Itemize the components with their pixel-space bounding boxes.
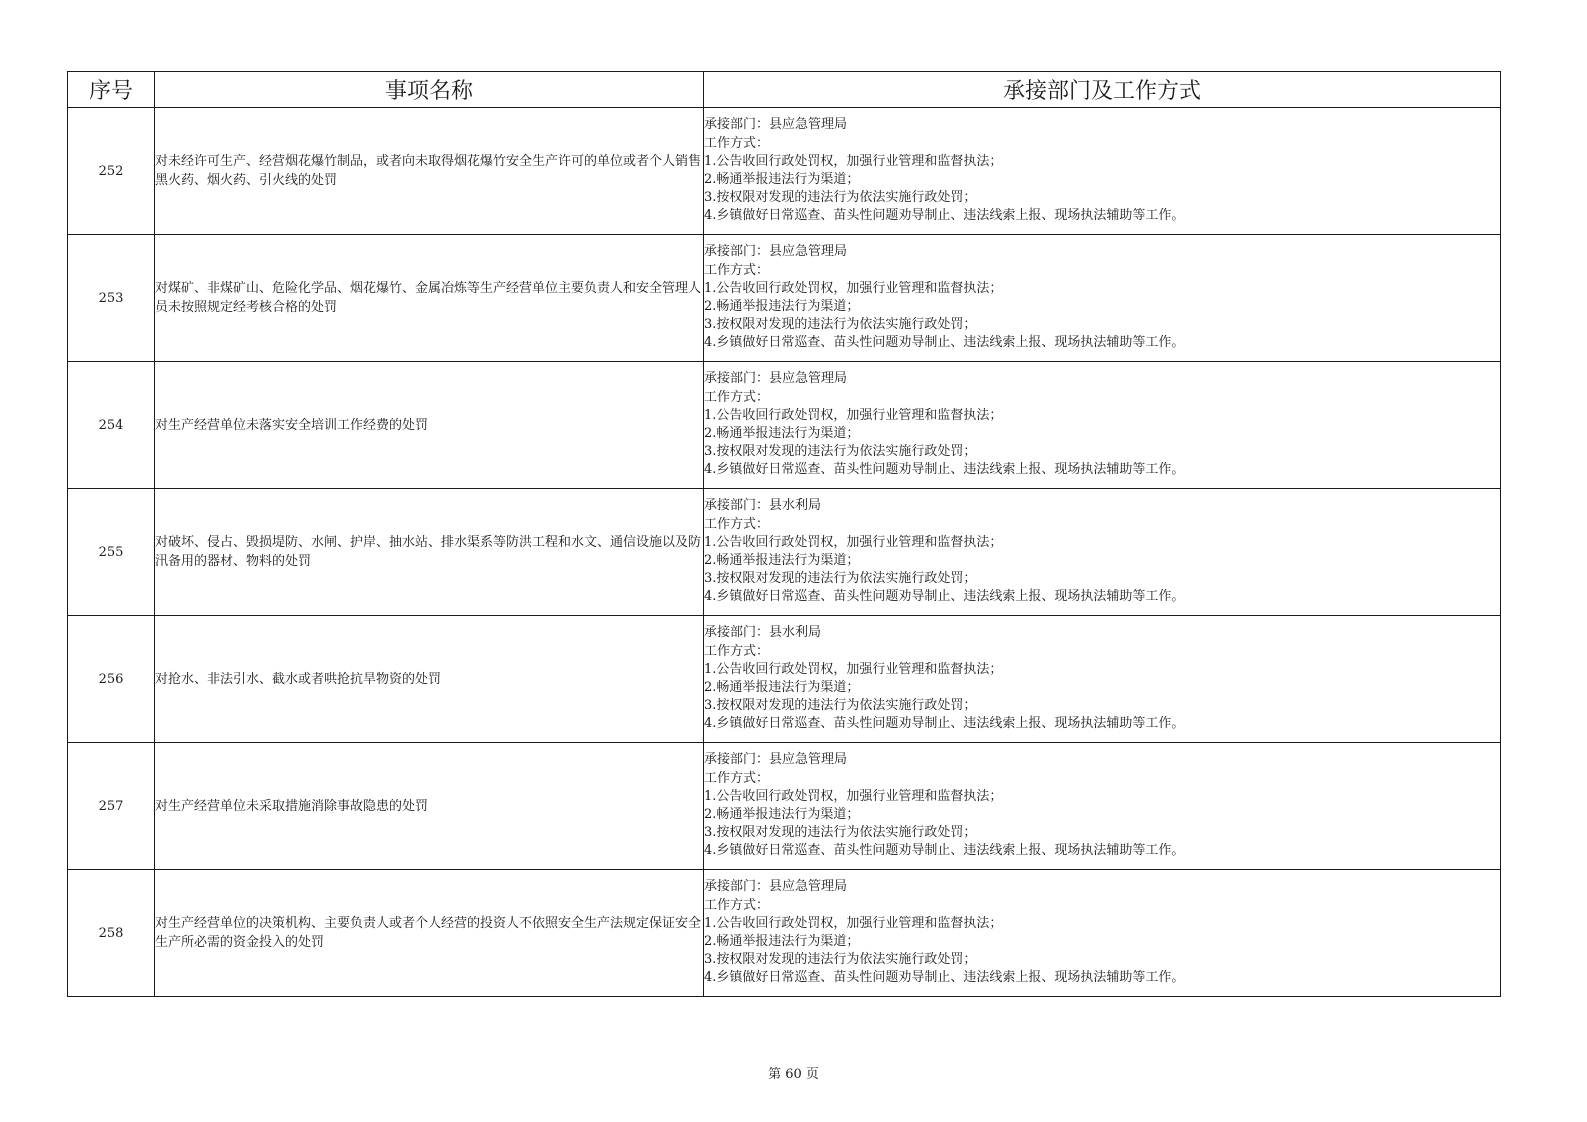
method-step: 4.乡镇做好日常巡查、苗头性问题劝导制止、违法线索上报、现场执法辅助等工作。 <box>704 208 1185 224</box>
dept-line: 承接部门：县水利局 <box>704 498 822 514</box>
table-row <box>68 489 1501 616</box>
method-step: 1.公告收回行政处罚权，加强行业管理和监督执法； <box>704 153 1003 169</box>
method-step: 2.畅通举报违法行为渠道； <box>704 172 860 187</box>
row-item-name: 对破坏、侵占、毁损堤防、水闸、护岸、抽水站、排水渠系等防洪工程和水文、通信设施以及防汛备用的器材、物料的处罚 <box>155 489 704 616</box>
method-step: 1.公告收回行政处罚权，加强行业管理和监督执法； <box>704 788 1003 804</box>
method-step: 1.公告收回行政处罚权，加强行业管理和监督执法； <box>704 280 1003 296</box>
row-item-name: 对抢水、非法引水、截水或者哄抢抗旱物资的处罚 <box>155 616 704 743</box>
method-step: 1.公告收回行政处罚权，加强行业管理和监督执法； <box>704 661 1003 677</box>
table-row <box>68 616 1501 743</box>
method-step: 4.乡镇做好日常巡查、苗头性问题劝导制止、违法线索上报、现场执法辅助等工作。 <box>704 716 1185 732</box>
method-label: 工作方式： <box>704 516 770 532</box>
dept-line: 承接部门：县水利局 <box>704 625 822 641</box>
header-dept: 承接部门及工作方式 <box>704 72 1501 108</box>
method-step: 3.按权限对发现的违法行为依法实施行政处罚； <box>704 698 977 714</box>
row-item-name: 对生产经营单位的决策机构、主要负责人或者个人经营的投资人不依照安全生产法规定保证安全生产所必需的资金投入的处罚 <box>155 870 704 997</box>
method-label: 工作方式： <box>704 389 770 405</box>
row-seq: 253 <box>68 235 155 362</box>
method-label: 工作方式： <box>704 897 770 913</box>
method-step: 4.乡镇做好日常巡查、苗头性问题劝导制止、违法线索上报、现场执法辅助等工作。 <box>704 335 1185 351</box>
table-row <box>68 743 1501 870</box>
row-seq: 257 <box>68 743 155 870</box>
method-step: 1.公告收回行政处罚权，加强行业管理和监督执法； <box>704 915 1003 931</box>
row-item-name: 对煤矿、非煤矿山、危险化学品、烟花爆竹、金属冶炼等生产经营单位主要负责人和安全管理人员未按照规定经考核合格的处罚 <box>155 235 704 362</box>
dept-line: 承接部门：县应急管理局 <box>704 244 848 260</box>
table-row <box>68 235 1501 362</box>
method-step: 2.畅通举报违法行为渠道； <box>704 299 860 314</box>
method-step: 4.乡镇做好日常巡查、苗头性问题劝导制止、违法线索上报、现场执法辅助等工作。 <box>704 843 1185 859</box>
method-step: 2.畅通举报违法行为渠道； <box>704 934 860 949</box>
header-seq: 序号 <box>68 72 155 108</box>
method-step: 4.乡镇做好日常巡查、苗头性问题劝导制止、违法线索上报、现场执法辅助等工作。 <box>704 970 1185 986</box>
dept-line: 承接部门：县应急管理局 <box>704 117 848 133</box>
row-dept-method <box>704 235 1501 362</box>
row-dept-method <box>704 616 1501 743</box>
row-seq: 252 <box>68 108 155 235</box>
method-label: 工作方式： <box>704 135 770 151</box>
method-label: 工作方式： <box>704 643 770 659</box>
method-step: 3.按权限对发现的违法行为依法实施行政处罚； <box>704 317 977 333</box>
row-seq: 254 <box>68 362 155 489</box>
dept-line: 承接部门：县应急管理局 <box>704 752 848 768</box>
method-step: 3.按权限对发现的违法行为依法实施行政处罚； <box>704 190 977 206</box>
row-dept-method <box>704 743 1501 870</box>
row-dept-method <box>704 489 1501 616</box>
method-step: 2.畅通举报违法行为渠道； <box>704 807 860 822</box>
dept-line: 承接部门：县应急管理局 <box>704 879 848 895</box>
table-row <box>68 108 1501 235</box>
method-step: 4.乡镇做好日常巡查、苗头性问题劝导制止、违法线索上报、现场执法辅助等工作。 <box>704 589 1185 605</box>
method-step: 3.按权限对发现的违法行为依法实施行政处罚； <box>704 444 977 460</box>
method-step: 2.畅通举报违法行为渠道； <box>704 680 860 695</box>
method-step: 3.按权限对发现的违法行为依法实施行政处罚； <box>704 825 977 841</box>
method-step: 3.按权限对发现的违法行为依法实施行政处罚； <box>704 952 977 968</box>
row-seq: 258 <box>68 870 155 997</box>
method-step: 2.畅通举报违法行为渠道； <box>704 426 860 441</box>
row-dept-method <box>704 362 1501 489</box>
page-number: 第 60 页 <box>768 1067 819 1082</box>
row-item-name: 对未经许可生产、经营烟花爆竹制品，或者向未取得烟花爆竹安全生产许可的单位或者个人销售黑火药、烟火药、引火线的处罚 <box>155 108 704 235</box>
row-item-name: 对生产经营单位未落实安全培训工作经费的处罚 <box>155 362 704 489</box>
header-row <box>68 72 1501 108</box>
dept-line: 承接部门：县应急管理局 <box>704 371 848 387</box>
header-name: 事项名称 <box>155 72 704 108</box>
method-step: 1.公告收回行政处罚权，加强行业管理和监督执法； <box>704 407 1003 423</box>
method-step: 1.公告收回行政处罚权，加强行业管理和监督执法； <box>704 534 1003 550</box>
method-step: 4.乡镇做好日常巡查、苗头性问题劝导制止、违法线索上报、现场执法辅助等工作。 <box>704 462 1185 478</box>
table-row <box>68 870 1501 997</box>
method-step: 3.按权限对发现的违法行为依法实施行政处罚； <box>704 571 977 587</box>
method-label: 工作方式： <box>704 770 770 786</box>
row-dept-method <box>704 870 1501 997</box>
table-row <box>68 362 1501 489</box>
row-dept-method <box>704 108 1501 235</box>
row-seq: 256 <box>68 616 155 743</box>
items-table <box>67 71 1501 997</box>
method-label: 工作方式： <box>704 262 770 278</box>
row-seq: 255 <box>68 489 155 616</box>
method-step: 2.畅通举报违法行为渠道； <box>704 553 860 568</box>
row-item-name: 对生产经营单位未采取措施消除事故隐患的处罚 <box>155 743 704 870</box>
